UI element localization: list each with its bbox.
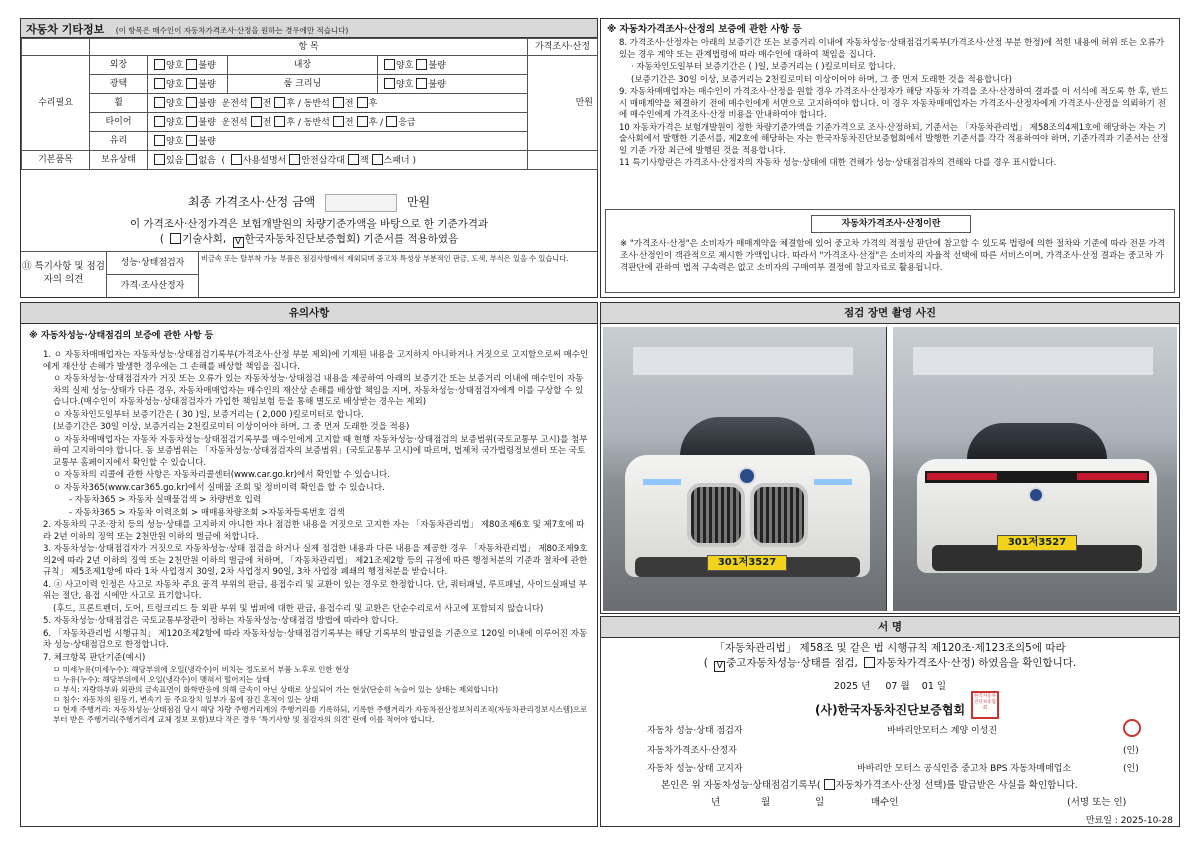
misc-title-note: (이 항목은 매수인이 자동차가격조사·산정을 원하는 경우에만 적습니다) [115, 26, 349, 35]
final-amount-row [21, 191, 597, 213]
checkbox[interactable] [289, 154, 300, 165]
row-tire: 타이어 [90, 113, 148, 132]
note-1a: 1. ㅇ 자동차매매업자는 자동차성능·상태점검기록부(가격조사·산정 부분 제외)에 기재된 내용을 고지하지 아니하거나 거짓으로 고지함으로써 매수인에게 재산상 손해가 발생한 경우에는 그 손해를 배상할 책임을 집니다. [43, 350, 589, 372]
row-own: 보유상태 [90, 151, 148, 170]
checkbox[interactable] [824, 779, 835, 790]
checkbox[interactable] [154, 116, 165, 127]
special-perf-text: 비금속 또는 탈부착 가능 부품은 점검사항에서 제외되며 중고차 특성상 부분적인 판금, 도색, 부식은 있을 수 있습니다. [201, 254, 569, 263]
checkbox[interactable] [154, 154, 165, 165]
final-amount-label: 최종 가격조사·산정 금액 [187, 195, 316, 209]
row-room: 룸 크리닝 [228, 75, 378, 94]
misc-info-section [20, 18, 598, 298]
signature-section: 서 명 「자동차관리법」 제58조 및 같은 법 시행규칙 제120조·제123조의5에 따라 ( V 중고자동차성능·상태를 점검, 자동차가격조사·산정) 하였음을 확인합니다. 2025 년 07 월 01 일 (사)한국자동차진단보증협회 한국자동차진단보증협회 자동차 성능·상태 점검자 바바리안모터스 계양 이성진 자동차가격조사·산정자 (인) 자동차 성능·상태 고지자 바바리안 모터스 공식인증 중고차 BPS 자동차매매업소 (인) 본인은 위 자동차성능·상태점검기록부( 자동차가격조사·산정 선택)를 발급받은 사실을 확인합니다. 년 월 일 매수인 (서명 또는 인) 만료일 : 2025-10-28 [600, 616, 1180, 827]
checkbox[interactable] [864, 657, 875, 668]
notes-subtitle: ※ 자동차성능·상태점검의 보증에 관한 사항 등 [29, 331, 214, 341]
sign-buyer-row: 년 월 일 매수인 (서명 또는 인) [711, 797, 1127, 808]
misc-title: 자동차 기타정보 [26, 23, 105, 36]
sign-org: (사)한국자동차진단보증협회 [815, 703, 966, 717]
checkbox[interactable] [348, 154, 359, 165]
note-7d: ㅁ 침수: 자동차의 원동기, 변속기 등 주요장치 일부가 물에 잠긴 흔적이 있는 상태 [53, 695, 319, 704]
col-item: 항 목 [90, 39, 528, 56]
note-1b: ㅇ 자동차성능·상태점검자가 거짓 또는 오류가 있는 자동차성능·상태점검 내용을 제공하여 아래의 보증기간 또는 보증거리 이내에 매수인이 자동차의 실제 성능·상태가 다른 경우, 자동차매매업자는 매수인의 재산상 손해를 배상할 책임을 지며, 자동차성능·상태점검자에게 이를 구상할 수 있습니다.(매수인이 자동차성능·상태점검자가 가입한 책임보험 등을 통해 별도로 배상받는 경우는 제외) [53, 374, 584, 407]
checkbox[interactable] [357, 97, 368, 108]
note-7: 7. 체크항목 판단기준(예시) [43, 652, 146, 663]
row-wheel: 휠 [90, 94, 148, 113]
checkbox[interactable] [154, 135, 165, 146]
expiry-date: 만료일 : 2025-10-28 [1085, 816, 1173, 826]
note-6: 6. 「자동차관리법 시행규칙」 제120조제2항에 따라 자동차성능·상태점검기록부는 해당 기록부의 발급일을 기준으로 120일 이내에 이루어진 자동차 성능·상태점검으로 한정합니다. [43, 628, 588, 650]
final-amount-unit: 만원 [406, 195, 431, 209]
final-amount-input[interactable] [325, 194, 397, 212]
checkbox[interactable] [186, 78, 197, 89]
checkbox[interactable] [333, 97, 344, 108]
guarantee-p10: 10 자동차가격은 보험개발원이 정한 차량기준가액을 기준가격으로 조사·산정하되, 기준서는 「자동차관리법」 제58조의4제1호에 해당하는 자는 기술사회에서 발행한 기준서를, 제2호에 해당하는 자는 한국자동차진단보증협회에서 발행한 기준서를 각각 적용하여야 하며, 기준가격과 기준서는 산정일 기준 가장 최근에 발행된 것을 적용합니다. [619, 122, 1169, 156]
checkbox[interactable] [372, 154, 383, 165]
signature-title: 서 명 [601, 617, 1179, 638]
checkbox[interactable] [186, 135, 197, 146]
sign-buyer-confirm: 본인은 위 자동차성능·상태점검기록부( 자동차가격조사·산정 선택)를 발급받은 사실을 확인합니다. [661, 780, 1078, 791]
note-3: 3. 자동차성능·상태점검자가 거짓으로 자동차성능·상태 점검을 하거나 실제 점검한 내용과 다른 내용을 제공한 경우 「자동차관리법」 제80조제9호의2에 따라 2년 이하의 징역 또는 2천만원 이하의 벌금에 처하며, 「자동차관리법」 제21조제2항 등의 규정에 따른 행정처분의 기준과 절차에 관한 규칙」 제5조제1항에 따라 1차 사업정지 30일, 2차 사업정지 90일, 3차 사업장 폐쇄의 행정처분을 받습니다. [43, 544, 588, 577]
checkbox[interactable] [154, 59, 165, 70]
note-2: 2. 자동차의 구조·장치 등의 성능·상태를 고지하지 아니한 자나 점검한 내용을 거짓으로 고지한 자는 「자동차관리법」 제80조제6호 및 제7호에 따라 2년 이하의 징역 또는 2천만원 이하의 벌금에 처합니다. [43, 520, 585, 542]
photo-rear [893, 327, 1177, 611]
note-7e: ㅁ 현재 주행거리: 자동차성능·상태점검 당시 해당 차량 주행거리계의 주행거리를 기록하되, 기록한 주행거리가 자동차전산정보처리조직(자동차관리정보시스템)으로부터 받은 주행거리(주행거리계 교체 정보 포함)보다 작은 경우 '특기사항 및 점검자의 의견' 란에 이를 적어야 합니다. [53, 705, 588, 724]
special-perf-label: 성능·상태점검자 [107, 252, 199, 275]
checkbox[interactable] [274, 97, 285, 108]
checkbox-checked[interactable]: V [233, 237, 244, 248]
note-1i: - 자동차365 > 자동차 이력조회 > 매매용차량조회 >자동차등록번호 검색 [69, 507, 345, 518]
photo-front [603, 327, 887, 611]
photos-section [600, 302, 1180, 614]
special-price-label: 가격·조사산정자 [107, 275, 199, 298]
rear-plate: 301저3527 [997, 535, 1077, 551]
definition-box [605, 209, 1175, 293]
checkbox[interactable] [154, 78, 165, 89]
definition-text: ※ "가격조사·산정"은 소비자가 매매계약을 체결함에 있어 중고차 가격의 적절성 판단에 참고할 수 있도록 법령에 의한 절차와 기준에 따라 전문 가격조사·산정인이 객관적으로 제시한 가액입니다. 따라서 "가격조사·산정"은 소비자의 자율적 선택에 따른 서비스이며, 가격조사·산정 결과는 중고차 가격판단에 관하여 법적 구속력은 없고 소비자의 구매여부 결정에 참고자료로 활용됩니다. [620, 239, 1166, 273]
checkbox[interactable] [357, 116, 368, 127]
misc-header [21, 19, 597, 38]
checkbox[interactable] [274, 116, 285, 127]
sign-price-row: 자동차가격조사·산정자 (인) [647, 746, 1139, 756]
note-1e: ㅇ 자동차매매업자는 자동차 자동차성능·상태점검기록부를 매수인에게 고지할 때 현행 자동차성능·상태점검의 보증범위(국토교통부 고시)를 첨부하여 고지하여야 합니다. 동 보증범위는 「자동차성능·상태점검자의 보증범위」(국토교통부 고시)에 따르며, 법제처 국가법령정보센터 또는 국토교통부 홈페이지에서 확인할 수 있습니다. [53, 434, 588, 468]
checkbox[interactable] [386, 116, 397, 127]
note-1d: (보증기간은 30일 이상, 보증거리는 2천킬로미터 이상이어야 하며, 그 중 먼저 도래한 것을 적용) [53, 422, 410, 432]
sign-line1: 「자동차관리법」 제58조 및 같은 법 시행규칙 제120조·제123조의5에 따라 [714, 642, 1066, 654]
note-1h: - 자동차365 > 자동차 실매물검색 > 차량번호 입력 [69, 495, 262, 505]
front-plate: 301저3527 [707, 555, 787, 571]
note-7c: ㅁ 부식: 자량하부와 외판의 금속표면이 화학반응에 의해 금속이 아닌 상태로 상실되어 가는 현상(단순히 녹슬어 있는 상태는 제외합니다) [53, 685, 498, 694]
checkbox[interactable] [384, 59, 395, 70]
note-1f: ㅇ 자동차의 리콜에 관한 사항은 자동차리콜센터(www.car.go.kr)에서 확인할 수 있습니다. [53, 470, 390, 480]
checkbox[interactable] [251, 116, 262, 127]
checkbox[interactable] [186, 154, 197, 165]
checkbox[interactable] [416, 59, 427, 70]
repair-label: 수리필요 [22, 56, 90, 151]
note-7a: ㅁ 미세누유(미세누수): 해당부위에 오일(냉각수)이 비치는 정도로서 부품 노후로 인한 현상 [53, 665, 350, 674]
guarantee-p8b: · 자동차인도일부터 보증기간은 ( )일, 보증거리는 ( )킬로미터로 합니다. [631, 62, 896, 72]
checkbox[interactable] [170, 233, 181, 244]
guarantee-p11: 11 특기사항란은 가격조사·산정자의 자동차 성능·상태에 대한 견해가 성능·상태점검자의 견해와 다를 경우 표시합니다. [619, 158, 1057, 168]
checkbox[interactable] [384, 78, 395, 89]
special-notes [21, 251, 597, 298]
misc-table: 항 목 가격조사·산정 수리필요 외장 양호 불량 내장 양호 불량 만원 광택 양호 불량 룸 크리닝 양호 불량 휠 양호 불량 운전석 전 후 / 동반석 전 후 타이어 양호 불량 운전석 전 후 / 동반석 전 후 / 응급 유리 양호 불량 기본품목 보유상태 있음 없음 ( 사용설명서 안전삼각대 잭 스패너 ) [21, 38, 598, 170]
checkbox-checked[interactable]: V [714, 661, 725, 672]
photos-title: 점검 장면 촬영 사진 [601, 303, 1179, 324]
checkbox[interactable] [231, 154, 242, 165]
checkbox[interactable] [186, 97, 197, 108]
note-1c: ㅇ 자동차인도일부터 보증기간은 ( 30 )일, 보증거리는 ( 2,000 )킬로미터로 합니다. [53, 409, 364, 420]
special-label: ⑪ 특기사항 및 점검자의 의견 [21, 252, 107, 298]
price-unit: 만원 [528, 56, 598, 151]
guarantee-p8c: (보증기간은 30일 이상, 보증거리는 2천킬로미터 이상이어야 하며, 그 중 먼저 도래한 것을 적용합니다) [631, 74, 1012, 85]
checkbox[interactable] [333, 116, 344, 127]
row-glass: 유리 [90, 132, 148, 151]
car-front-image [625, 417, 870, 577]
checkbox[interactable] [186, 116, 197, 127]
guarantee-title: ※ 자동차가격조사·산정의 보증에 관한 사항 등 [607, 24, 802, 35]
price-guarantee-section [600, 18, 1180, 298]
perf-value: 바바리안모터스 계양 이성진 [887, 726, 998, 736]
checkbox[interactable] [186, 59, 197, 70]
stamp-icon: 한국자동차진단보증협회 [971, 691, 999, 719]
row-gloss: 광택 [90, 75, 148, 94]
checkbox[interactable] [251, 97, 262, 108]
note-7b: ㅁ 누유(누수): 해당부위에서 오일(냉각수)이 맺혀서 떨어지는 상태 [53, 675, 270, 684]
note-5: 5. 자동차성능·상태점검은 국토교통부장관이 정하는 자동차성능·상태점검 방법에 따라야 합니다. [43, 616, 399, 626]
definition-title: 자동차가격조사·산정이란 [811, 215, 971, 233]
sign-notify-row: 자동차 성능·상태 고지자 바바리안 모터스 공식인증 중고차 BPS 자동차매매업소 (인) [647, 764, 1139, 774]
row-exterior: 외장 [90, 56, 148, 75]
sign-date: 2025 년 07 월 01 일 [833, 681, 947, 692]
note-4b: (후드, 프론트펜더, 도어, 트렁크리드 등 외판 부위 및 범퍼에 대한 판금, 용접수리 및 교환은 단순수리로서 사고에 포함되지 않습니다) [53, 603, 544, 614]
basis-text: 이 가격조사·산정가격은 보험개발원의 차량기준가액을 바탕으로 한 기준가격과 ( 기술사회, V 한국자동차진단보증협회) 기준서를 적용하였음 [129, 218, 489, 247]
guarantee-p9: 9. 자동차매매업자는 매수인이 가격조사·산정을 원할 경우 가격조사·산정자가 해당 자동차 가격을 조사·산정하여 결과를 이 서식에 적도록 한 후, 반드시 매매계약을 체결하기 전에 매수인에게 서면으로 고지하여야 합니다. 이 경우 자동차매매업자는 가격조사·산정자에게 가격조사·산정을 의뢰하기 전에 매수인에게 가격조사·산정 비용을 안내하여야 합니다. [619, 87, 1169, 120]
col-price: 가격조사·산정 [528, 39, 598, 56]
note-1g: ㅇ 자동차365(www.car365.go.kr)에서 실매물 조회 및 정비이력 확인을 할 수 있습니다. [53, 482, 385, 493]
checkbox[interactable] [154, 97, 165, 108]
note-4: 4. ⓐ 사고이력 인정은 사고로 자동차 주요 골격 부위의 판금, 용접수리 및 교환이 있는 경우로 한정합니다. 단, 쿼터패널, 루프패널, 사이드실패널 부위는 절단, 용접 시에만 사고로 표기합니다. [43, 579, 587, 601]
seal-icon [1123, 719, 1141, 737]
checkbox[interactable] [416, 78, 427, 89]
sign-perf-row: 자동차 성능·상태 점검자 바바리안모터스 계양 이성진 [647, 723, 1167, 736]
notes-title: 유의사항 [21, 303, 597, 324]
guarantee-p8: 8. 가격조사·산정자는 아래의 보증기간 또는 보증거리 이내에 자동차성능·상태점검기록부(가격조사·산정 부분 한정)에 적힌 내용에 허위 또는 오류가 있는 경우 계약 또는 관계법령에 따라 매수인에 대하여 책임을 집니다. [619, 38, 1165, 60]
basic-label: 기본품목 [22, 151, 90, 170]
row-interior: 내장 [228, 56, 378, 75]
car-rear-image [917, 423, 1157, 573]
notes-section [20, 302, 598, 827]
